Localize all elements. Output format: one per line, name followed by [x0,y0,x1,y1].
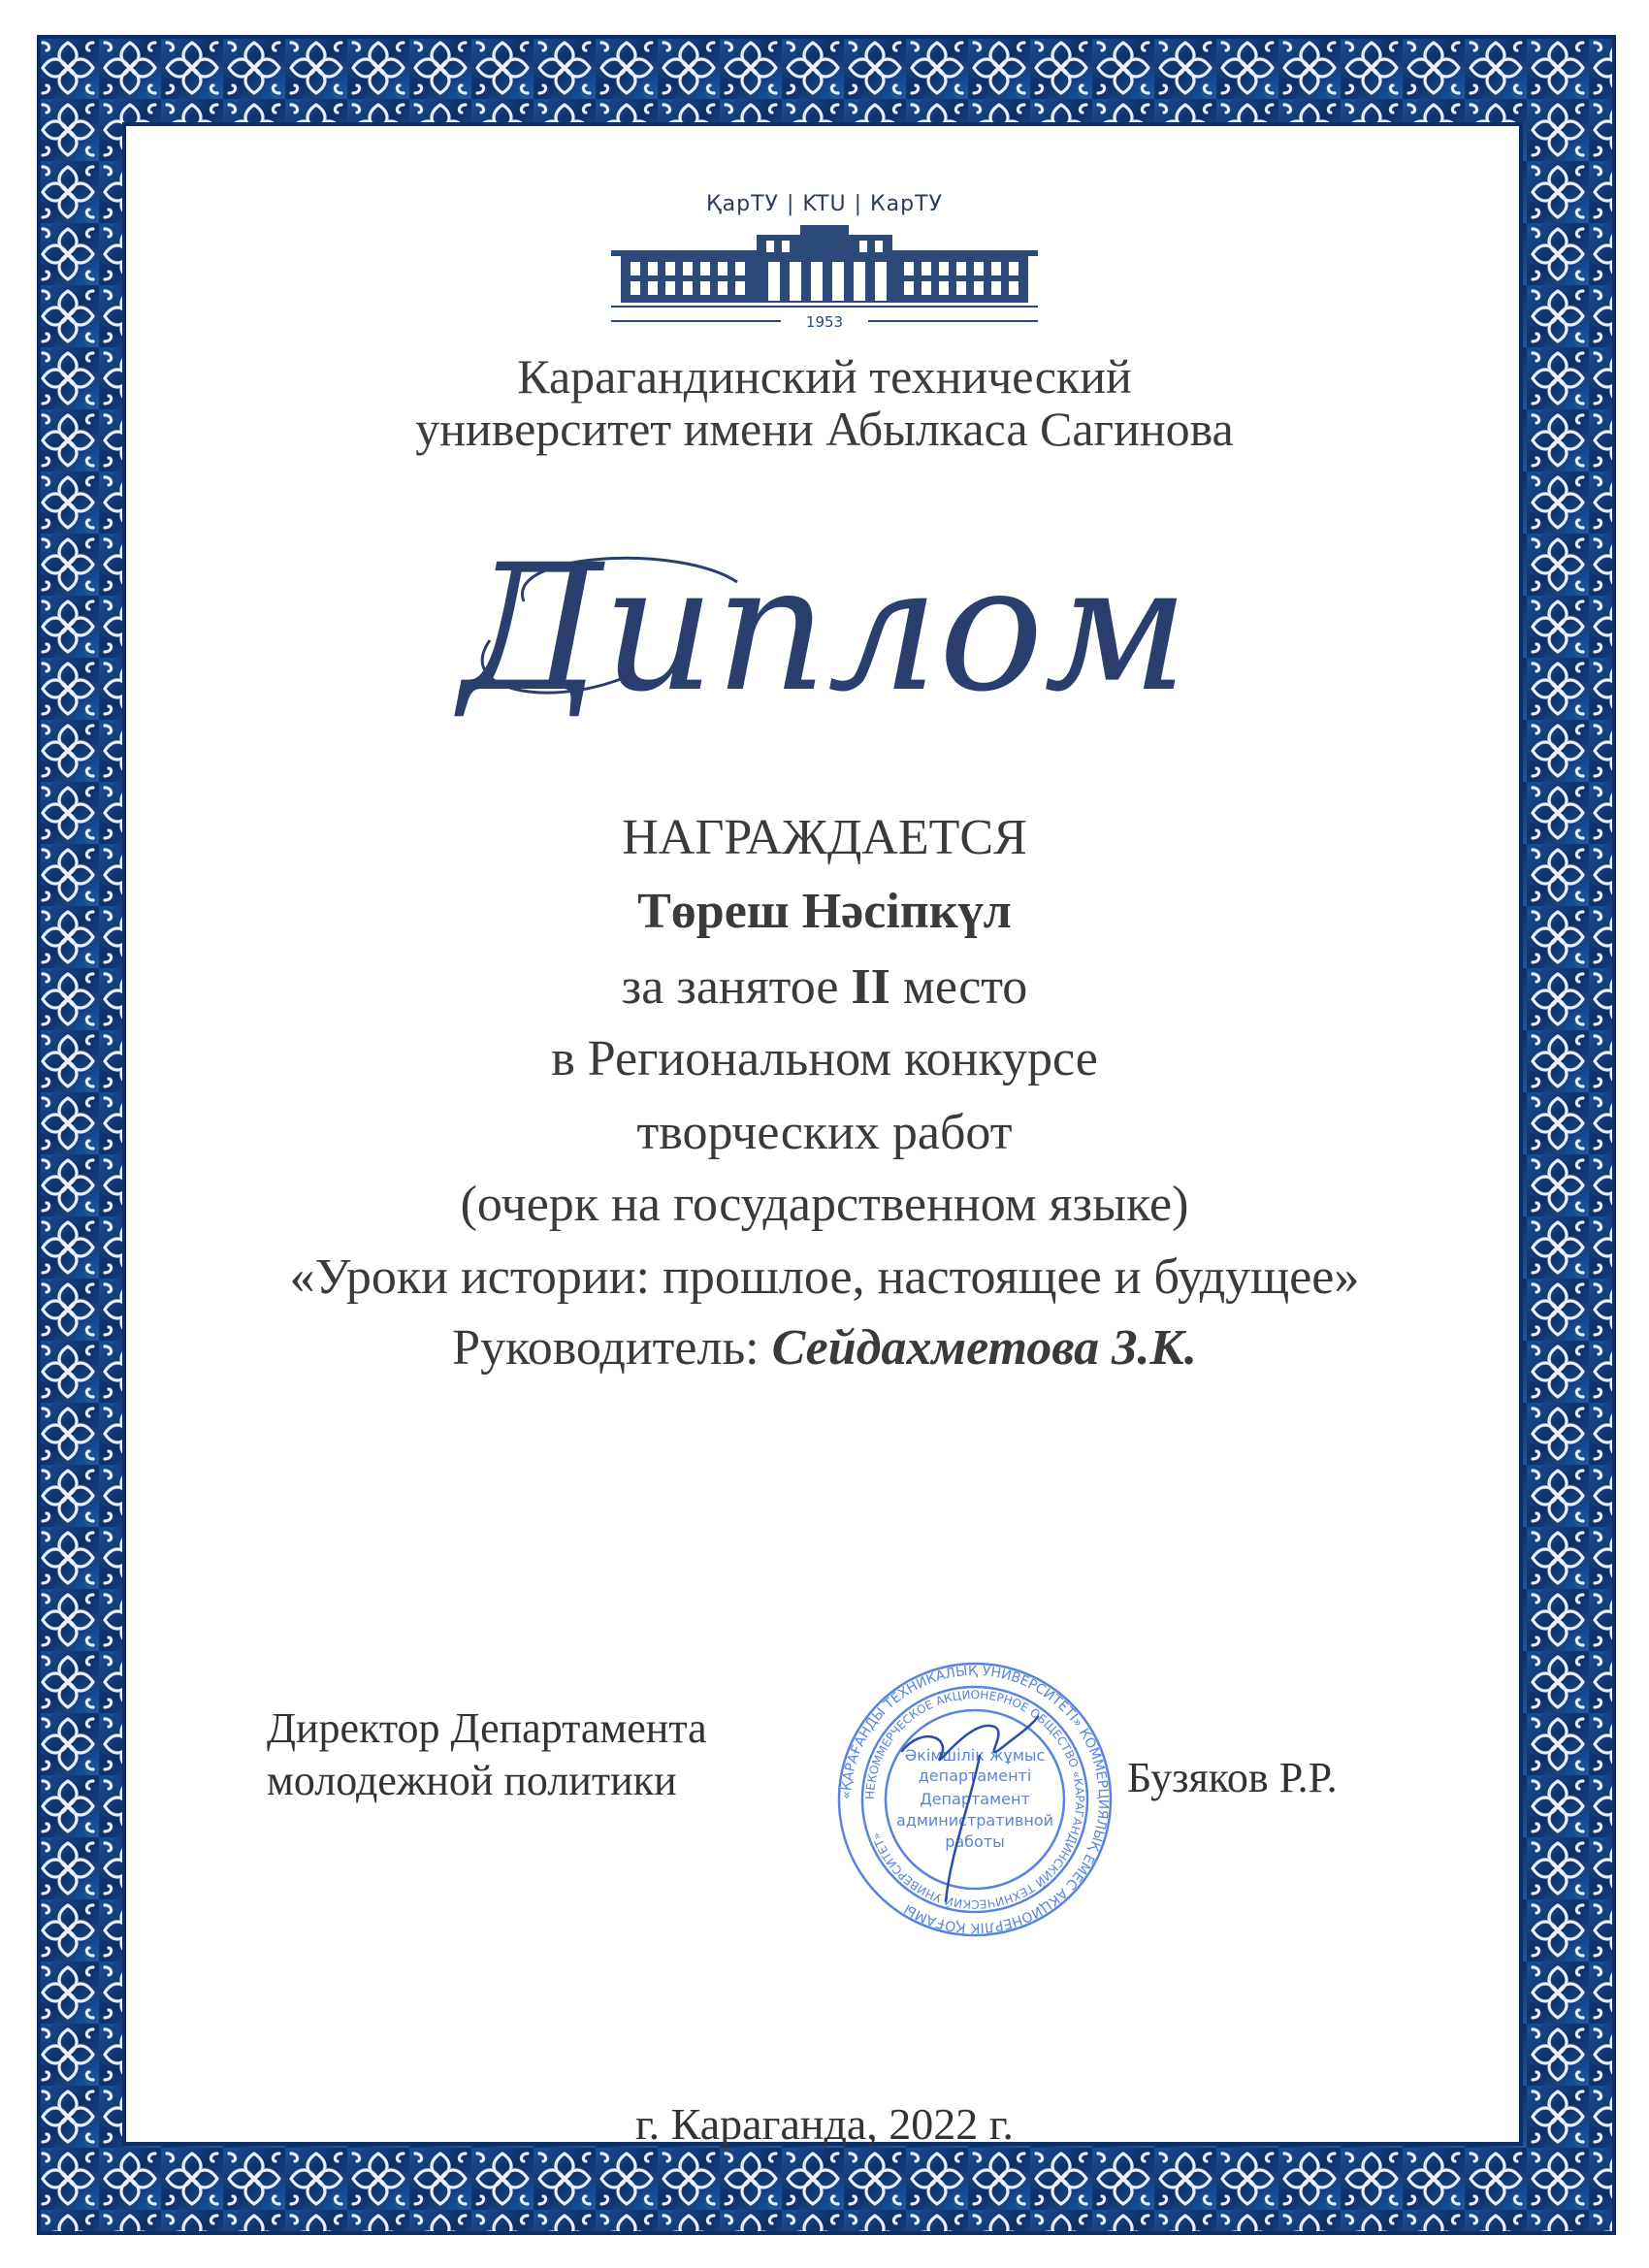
recipient-line [0,881,1649,942]
official-stamp [834,1659,1116,1940]
stamp-inner-text: НЕКОММЕРЧЕСКОЕ АКЦИОНЕРНОЕ ОБЩЕСТВО «КАРАГАНДИНСКИЙ ТЕХНИЧЕСКИЙ УНИВЕРСИТЕТ» [862,1687,1087,1912]
supervisor-line [0,1317,1649,1378]
place-suffix: место [902,959,1028,1015]
stamp-outer-text: «ҚАРАҒАНДЫ ТЕХНИКАЛЫҚ УНИВЕРСИТЕТІ» КОММЕРЦИЯЛЫҚ ЕМЕС АКЦИОНЕРЛІК ҚОҒАМЫ [838,1663,1112,1936]
supervisor-label: Руководитель: [452,1320,760,1376]
contest-title: «Уроки истории: прошлое, настоящее и будущее» [289,1249,1360,1305]
stamp-center-line4: административной [895,1811,1054,1830]
handwritten-signature [902,1717,1038,1901]
diploma-title-text: Диплом [460,528,1189,730]
city-date: г. Караганда, 2022 г. [635,2099,1014,2149]
university-building-logo [611,221,1038,328]
recipient-name: Төреш Нәсіпкүл [637,884,1012,939]
university-name-line2: университет имени Абылкаса Сагинова [415,402,1234,456]
signatory-position [267,1702,707,1807]
stamp-center-line1: Әкімшілік жұмыс [904,1746,1046,1765]
signer-name: Бузяков Р.Р. [1127,1754,1338,1801]
signatory-position-line1: Директор Департамента [267,1704,707,1752]
logo-caption: ҚарТУ | KTU | КарТУ [706,192,943,216]
logo-year: 1953 [805,313,844,328]
diploma-title [0,524,1649,737]
contest-line3: (очерк на государственном языке) [460,1177,1189,1232]
contest-line1: в Региональном конкурсе [551,1031,1098,1086]
stamp-center-line2: департаменті [918,1766,1032,1785]
place-line [0,956,1649,1018]
university-name-line1: Карагандинский технический [517,349,1132,404]
stamp-center-line3: Департамент [920,1790,1030,1808]
place-value: II [851,959,890,1015]
place-prefix: за занятое [621,959,839,1015]
awarded-heading: НАГРАЖДАЕТСЯ [622,810,1027,865]
contest-line2: творческих работ [636,1105,1013,1160]
stamp-center-line5: работы [945,1832,1005,1851]
signatory-position-line2: молодежной политики [267,1757,677,1804]
supervisor-name: Сейдахметова З.К. [771,1320,1197,1376]
